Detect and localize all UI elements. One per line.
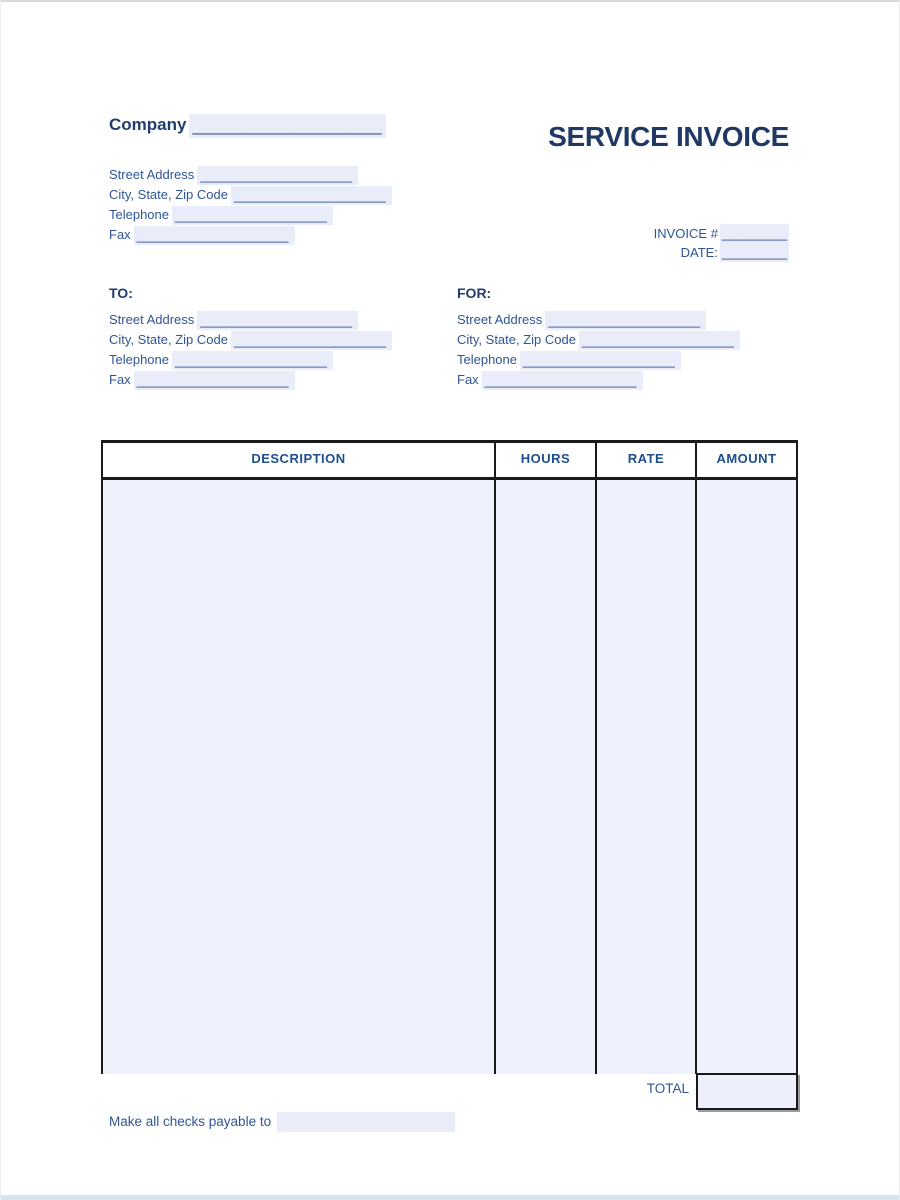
table-body-row	[103, 480, 796, 1074]
line-items-table	[101, 440, 798, 1074]
payee-field[interactable]	[277, 1112, 455, 1132]
company-label: Company	[109, 115, 187, 134]
description-entry-area[interactable]	[103, 480, 496, 1074]
street-address-label: Street Address	[457, 312, 543, 327]
to-telephone-field[interactable]: _____________________	[172, 351, 333, 370]
checks-payable-label: Make all checks payable to	[109, 1114, 272, 1129]
company-name-field[interactable]: ____________________	[189, 114, 385, 138]
company-telephone-field[interactable]: _____________________	[172, 206, 333, 225]
for-fax-row	[457, 370, 817, 390]
city-state-zip-label: City, State, Zip Code	[457, 332, 576, 347]
table-header-row	[103, 443, 796, 480]
company-block	[109, 112, 529, 245]
amount-entry-area[interactable]	[697, 480, 796, 1074]
total-label: TOTAL	[646, 1081, 689, 1096]
telephone-label: Telephone	[457, 352, 517, 367]
invoice-date-row	[654, 243, 789, 262]
for-street-address-field[interactable]: _____________________	[545, 311, 706, 330]
invoice-meta	[654, 224, 789, 262]
company-fax-row	[109, 225, 529, 245]
bill-to-block	[109, 284, 469, 390]
for-city-state-zip-row	[457, 330, 817, 350]
invoice-number-row	[654, 224, 789, 243]
for-telephone-row	[457, 350, 817, 370]
city-state-zip-label: City, State, Zip Code	[109, 187, 228, 202]
to-street-address-row	[109, 310, 469, 330]
to-heading: TO:	[109, 285, 133, 301]
company-fields	[109, 165, 529, 245]
for-fax-field[interactable]: _____________________	[482, 371, 643, 390]
to-fax-row	[109, 370, 469, 390]
fax-label: Fax	[109, 372, 131, 387]
telephone-label: Telephone	[109, 207, 169, 222]
street-address-label: Street Address	[109, 167, 195, 182]
company-city-state-zip-row	[109, 185, 529, 205]
invoice-number-label: INVOICE #	[653, 226, 718, 241]
company-city-state-zip-field[interactable]: _____________________	[231, 186, 392, 205]
city-state-zip-label: City, State, Zip Code	[109, 332, 228, 347]
company-telephone-row	[109, 205, 529, 225]
company-fax-field[interactable]: _____________________	[134, 226, 295, 245]
hours-entry-area[interactable]	[496, 480, 597, 1074]
for-street-address-row	[457, 310, 817, 330]
company-street-address-field[interactable]: _____________________	[197, 166, 358, 185]
rate-column-header: RATE	[597, 443, 697, 477]
street-address-label: Street Address	[109, 312, 195, 327]
total-amount-field[interactable]	[696, 1073, 798, 1110]
invoice-date-field[interactable]: _________	[721, 245, 787, 260]
company-street-address-row	[109, 165, 529, 185]
company-row	[109, 112, 529, 138]
checks-payable-line	[109, 1111, 455, 1132]
rate-entry-area[interactable]	[597, 480, 697, 1074]
to-city-state-zip-field[interactable]: _____________________	[231, 331, 392, 350]
for-heading: FOR:	[457, 285, 492, 301]
to-telephone-row	[109, 350, 469, 370]
description-column-header: DESCRIPTION	[103, 443, 496, 477]
hours-column-header: HOURS	[496, 443, 597, 477]
amount-column-header: AMOUNT	[716, 451, 777, 466]
invoice-date-label: DATE:	[680, 245, 718, 260]
for-telephone-field[interactable]: _____________________	[520, 351, 681, 370]
fax-label: Fax	[457, 372, 479, 387]
page-top-edge	[1, 0, 899, 2]
to-street-address-field[interactable]: _____________________	[197, 311, 358, 330]
for-city-state-zip-field[interactable]: _____________________	[579, 331, 740, 350]
service-for-block	[457, 284, 817, 390]
page-title: SERVICE INVOICE	[548, 121, 789, 152]
to-city-state-zip-row	[109, 330, 469, 350]
fax-label: Fax	[109, 227, 131, 242]
page-bottom-edge	[1, 1195, 899, 1200]
telephone-label: Telephone	[109, 352, 169, 367]
invoice-number-field[interactable]: _________	[721, 226, 787, 241]
to-fax-field[interactable]: _____________________	[134, 371, 295, 390]
